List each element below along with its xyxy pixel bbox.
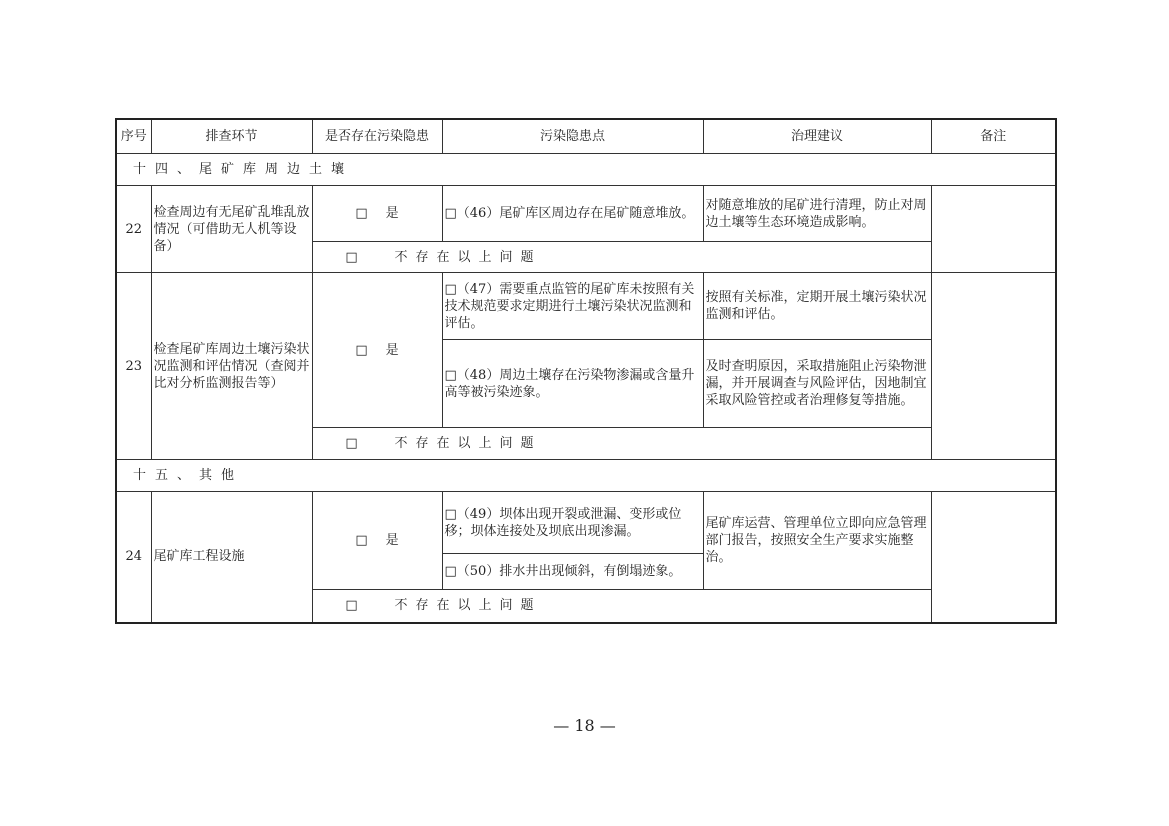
hazard-point[interactable]: □（46）尾矿库区周边存在尾矿随意堆放。: [442, 186, 703, 242]
row-step: 尾矿库工程设施: [151, 492, 312, 623]
header-no: 序号: [116, 119, 151, 154]
section-title: 十五、其他: [116, 460, 1056, 492]
advice: 尾矿库运营、管理单位立即向应急管理部门报告，按照安全生产要求实施整治。: [703, 492, 931, 590]
yes-option[interactable]: □ 是: [312, 492, 442, 590]
header-advice: 治理建议: [703, 119, 931, 154]
header-hazard: 是否存在污染隐患: [312, 119, 442, 154]
row-step: 检查尾矿库周边土壤污染状况监测和评估情况（查阅并比对分析监测报告等）: [151, 273, 312, 460]
hazard-point[interactable]: □（49）坝体出现开裂或泄漏、变形或位移；坝体连接处及坝底出现渗漏。: [442, 492, 703, 554]
checkbox[interactable]: □: [355, 206, 368, 221]
yes-option[interactable]: □ 是: [312, 186, 442, 242]
yes-option[interactable]: □ 是: [312, 273, 442, 428]
remark-cell[interactable]: [931, 273, 1056, 460]
checkbox[interactable]: □: [345, 249, 358, 265]
table-header: [116, 119, 1056, 154]
hazard-point[interactable]: □（48）周边土壤存在污染物渗漏或含量升高等被污染迹象。: [442, 340, 703, 428]
header-remark: 备注: [931, 119, 1056, 154]
hazard-point[interactable]: □（47）需要重点监管的尾矿库未按照有关技术规范要求定期进行土壤污染状况监测和评估。: [442, 273, 703, 340]
remark-cell[interactable]: [931, 186, 1056, 273]
none-option[interactable]: □ 不存在以上问题: [312, 428, 931, 460]
row-number: 22: [116, 186, 151, 273]
advice: 及时查明原因，采取措施阻止污染物泄漏，并开展调查与风险评估，因地制宜采取风险管控或者治理修复等措施。: [703, 340, 931, 428]
inspection-table: [115, 118, 1057, 624]
header-step: 排查环节: [151, 119, 312, 154]
row-number: 23: [116, 273, 151, 460]
none-option[interactable]: □ 不存在以上问题: [312, 590, 931, 623]
advice: 对随意堆放的尾矿进行清理，防止对周边土壤等生态环境造成影响。: [703, 186, 931, 242]
none-option[interactable]: □ 不存在以上问题: [312, 242, 931, 273]
header-points: 污染隐患点: [442, 119, 703, 154]
checkbox[interactable]: □: [355, 342, 368, 358]
row-step: 检查周边有无尾矿乱堆乱放情况（可借助无人机等设备）: [151, 186, 312, 273]
remark-cell[interactable]: [931, 492, 1056, 623]
checkbox[interactable]: □: [345, 598, 358, 614]
advice: 按照有关标准，定期开展土壤污染状况监测和评估。: [703, 273, 931, 340]
section-title: 十四、尾矿库周边土壤: [116, 154, 1056, 186]
page-number: — 18 —: [553, 716, 616, 735]
hazard-point[interactable]: □（50）排水井出现倾斜，有倒塌迹象。: [442, 554, 703, 590]
checkbox[interactable]: □: [345, 436, 358, 451]
checkbox[interactable]: □: [355, 533, 368, 548]
row-number: 24: [116, 492, 151, 623]
